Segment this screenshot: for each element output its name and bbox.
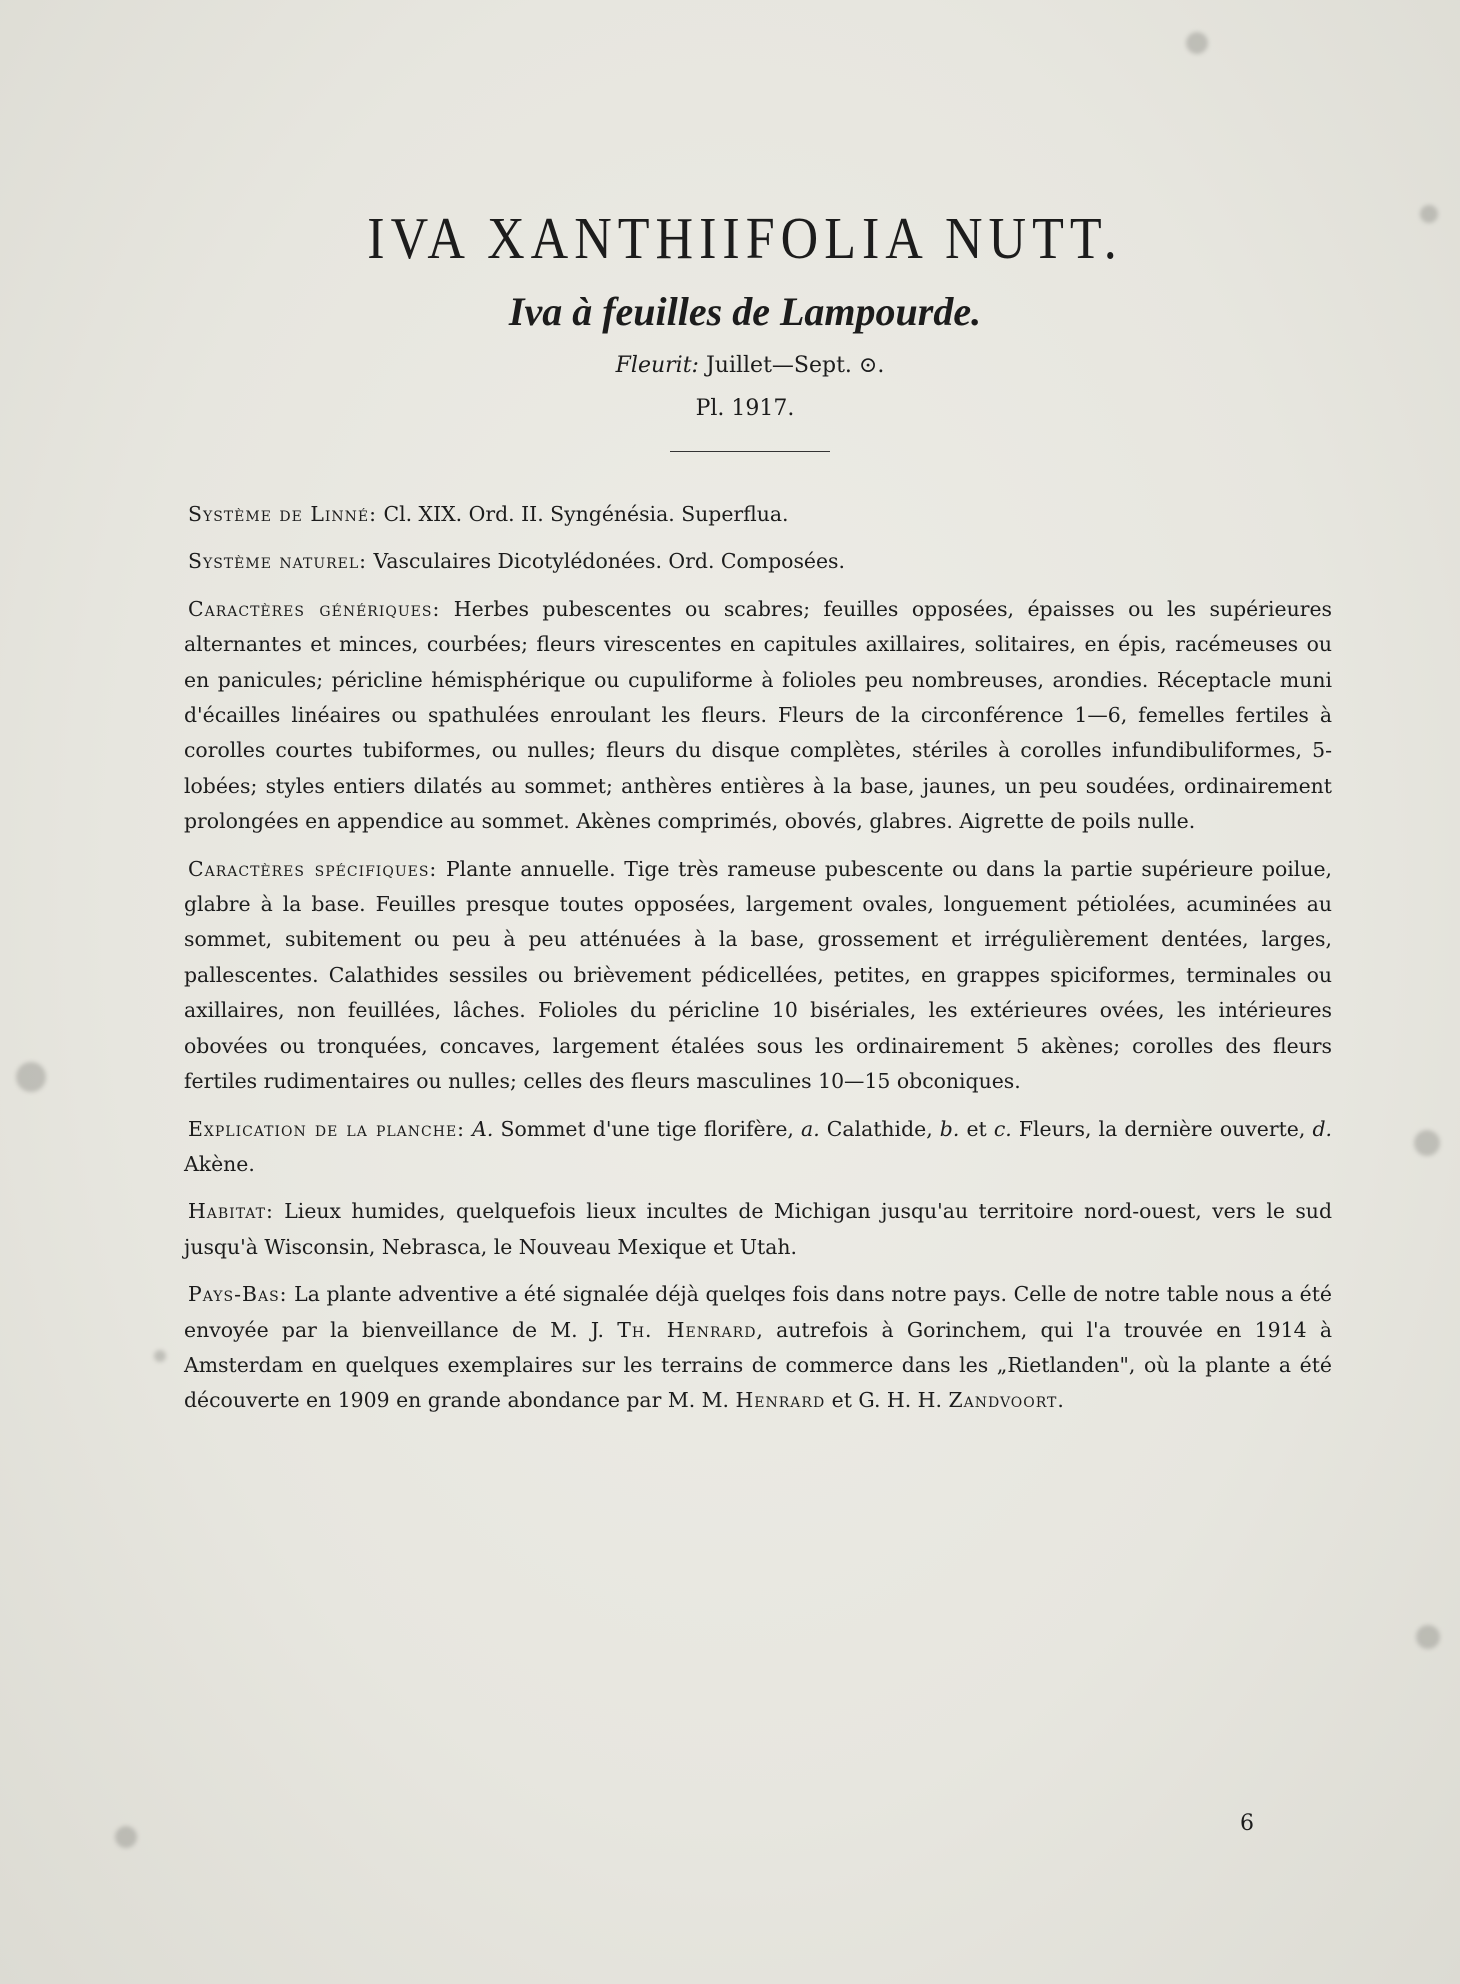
figure-ref: b.: [939, 1116, 960, 1141]
section-text: Plante annuelle. Tige très rameuse pubescente ou dans la partie supérieure poilue, glabre à la base. Feuilles presque toutes opposées, largement ovales, longuement pétiolées, acuminées au sommet, subitement ou peu à peu atténuées à la base, grossement et irrégulièrement dentées, larges, pallescentes. Calathides sessiles ou brièvement pédicellées, petites, en grappes spiciformes, terminales ou axillaires, non feuillées, lâches. Folioles du péricline 10 bisériales, les extérieures ovées, les intérieures obovées ou tronquées, concaves, largement étalées sous les ordinairement 5 akènes; corolles des fleurs fertiles rudimentaires ou nulles; celles des fleurs masculines 10—15 obconiques.: [184, 856, 1333, 1094]
page-title: IVA XANTHIIFOLIA NUTT.: [367, 206, 1123, 272]
header-divider: [670, 451, 830, 452]
text-run: La plante adventive a été signalée déjà quelqes fois dans notre pays. Celle de notre table nous a été envoyée par la bienveillance de M. J.: [184, 1282, 1332, 1342]
section-label: Pays-Bas:: [188, 1282, 288, 1307]
section-generic-characters: [184, 592, 1332, 840]
text-run: Akène.: [184, 1151, 255, 1176]
section-specific-characters: [184, 852, 1332, 1100]
flowering-period: [40, 353, 1460, 378]
paper-speck: [1186, 32, 1208, 54]
person-name: Th. Henrard: [617, 1317, 757, 1342]
text-run: Sommet d'une tige florifère,: [493, 1116, 802, 1141]
section-label: Caractères spécifiques:: [188, 856, 438, 881]
section-netherlands: [184, 1277, 1332, 1419]
figure-ref: a.: [801, 1116, 820, 1141]
section-text: Lieux humides, quelquefois lieux incultes de Michigan jusqu'au territoire nord-ouest, vers le sud jusqu'à Wisconsin, Nebrasca, le Nouveau Mexique et Utah.: [184, 1199, 1332, 1259]
paper-speck: [1414, 1130, 1440, 1156]
section-text: Vasculaires Dicotylédonées. Ord. Composées.: [367, 549, 845, 574]
section-naturel: [184, 544, 1332, 579]
section-label: Habitat:: [188, 1199, 274, 1224]
paper-speck: [16, 1062, 46, 1092]
text-run: Fleurs, la dernière ouverte,: [1011, 1116, 1313, 1141]
header: [0, 205, 1460, 452]
text-run: .: [1057, 1388, 1064, 1413]
section-label: Système naturel:: [188, 549, 368, 574]
paper-speck: [115, 1826, 137, 1848]
text-run: , autrefois à Gorinchem, qui l'a trouvée en 1914 à Amsterdam en quelques exemplaires sur les terrains de commerce dans les „Rietlanden", où la plante a été découverte en 1909 en grande abondance par M. M.: [184, 1317, 1332, 1413]
section-label: Caractères génériques:: [188, 596, 441, 621]
paper-speck: [1416, 1625, 1440, 1649]
flowering-value: Juillet—Sept. ⊙.: [705, 353, 885, 378]
paper-speck: [154, 1350, 166, 1362]
person-name: Henrard: [735, 1388, 826, 1413]
section-text: Herbes pubescentes ou scabres; feuilles opposées, épaisses ou les supérieures alternantes et minces, courbées; fleurs virescentes en capitules axillaires, solitaires, en épis, racémeuses ou en panicules; péricline hémisphérique ou cupuliforme à folioles peu nombreuses, arondies. Réceptacle muni d'écailles linéaires ou spathulées enroulant les fleurs. Fleurs de la circonférence 1—6, femelles fertiles à corolles courtes tubiformes, ou nulles; fleurs du disque complètes, stériles à corolles infundibuliformes, 5- lobées; styles entiers dilatés au sommet; anthères entières à la base, jaunes, un peu soudées, ordinairement prolongées en appendice au sommet. Akènes comprimés, obovés, glabres. Aigrette de poils nulle.: [184, 596, 1332, 834]
plate-number: Pl. 1917.: [695, 396, 795, 421]
section-linne: [184, 497, 1332, 532]
text-run: et: [959, 1116, 994, 1141]
text-run: Calathide,: [819, 1116, 940, 1141]
text-run: et G. H. H.: [825, 1388, 949, 1413]
page-subtitle: Iva à feuilles de Lampourde.: [508, 289, 982, 334]
flowering-label: Fleurit:: [615, 353, 699, 378]
section-plate-explanation: [184, 1112, 1332, 1183]
section-label: Système de Linné:: [188, 502, 377, 526]
section-habitat: [184, 1194, 1332, 1265]
figure-ref: c.: [993, 1116, 1012, 1141]
description-body: [184, 497, 1332, 1431]
section-text: Cl. XIX. Ord. II. Syngénésia. Superflua.: [376, 502, 789, 526]
person-name: Zandvoort: [948, 1388, 1058, 1413]
section-label: Explication de la planche:: [188, 1116, 466, 1141]
page-number: 6: [1240, 1811, 1254, 1836]
figure-ref: d.: [1312, 1116, 1333, 1141]
figure-ref: A.: [472, 1116, 494, 1141]
